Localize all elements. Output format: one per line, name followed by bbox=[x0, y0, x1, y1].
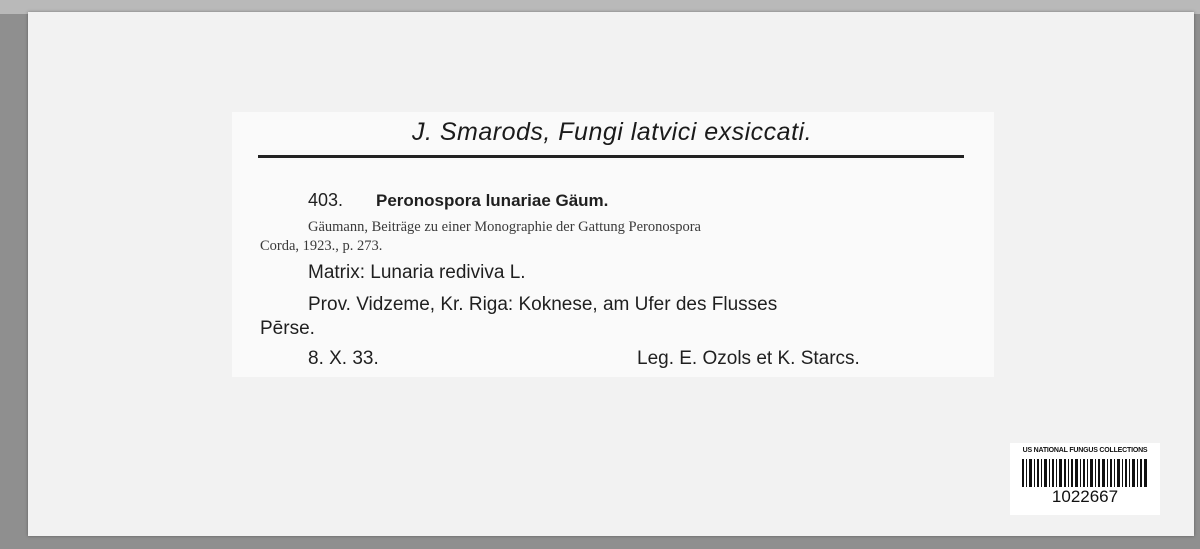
collection-date: 8. X. 33. bbox=[308, 348, 379, 369]
species-name: Peronospora lunariae Gäum. bbox=[376, 191, 609, 210]
title-rule bbox=[258, 155, 964, 158]
reference-line-2: Corda, 1923., p. 273. bbox=[260, 238, 383, 254]
collectors: Leg. E. Ozols et K. Starcs. bbox=[637, 348, 860, 369]
barcode-number: 1022667 bbox=[1051, 487, 1119, 506]
locality-line-2: Pērse. bbox=[260, 318, 315, 339]
locality-line-1: Prov. Vidzeme, Kr. Riga: Koknese, am Ufer des Flusses bbox=[308, 294, 778, 315]
reference-line-1: Gäumann, Beiträge zu einer Monographie der Gattung Peronospora bbox=[308, 219, 701, 235]
barcode-header: US NATIONAL FUNGUS COLLECTIONS bbox=[1022, 447, 1148, 454]
barcode-icon bbox=[1022, 459, 1148, 487]
matrix-line: Matrix: Lunaria rediviva L. bbox=[308, 262, 526, 283]
barcode-label bbox=[1010, 443, 1160, 515]
exsiccata-number: 403. bbox=[308, 190, 344, 210]
series-title: J. Smarods, Fungi latvici exsiccati. bbox=[411, 118, 813, 146]
